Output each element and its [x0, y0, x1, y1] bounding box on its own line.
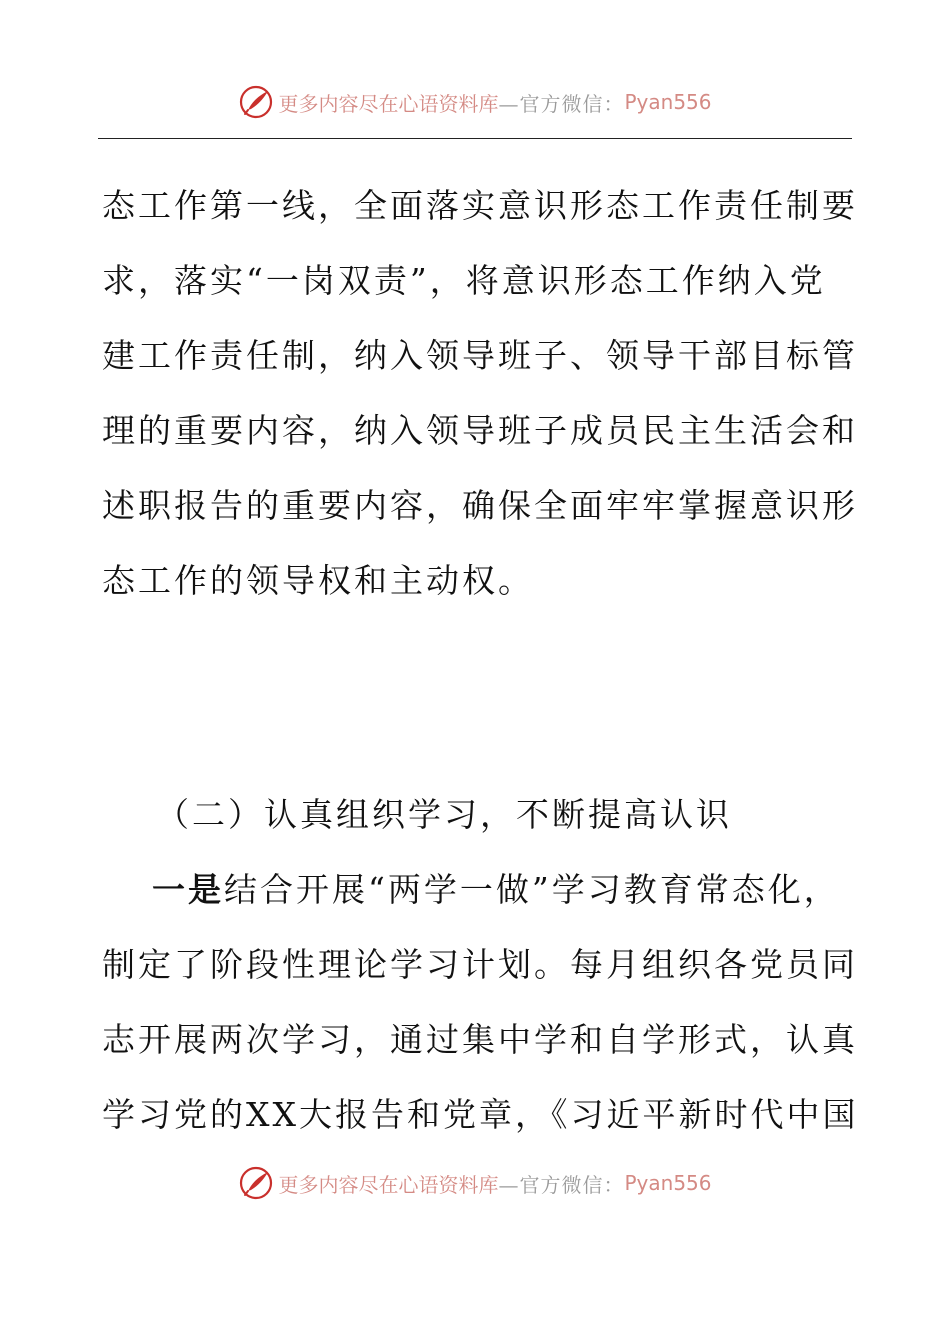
paragraph-line: 述职报告的重要内容，确保全面牢牢掌握意识形 — [102, 486, 858, 525]
header-brand-text: 更多内容尽在心语资料库 — [278, 91, 499, 116]
footer-brand-text: 更多内容尽在心语资料库 — [278, 1172, 499, 1197]
paragraph-first-line-text: 结合开展“两学一做”学习教育常态化， — [224, 870, 840, 909]
header-banner — [0, 82, 950, 122]
paragraph-line: 态工作的领导权和主动权。 — [102, 561, 534, 600]
section-spacer — [102, 618, 902, 777]
paragraph-line: 求，落实“一岗双责”，将意识形态工作纳入党 — [102, 261, 826, 300]
header-wechat-label: —官方微信： — [498, 91, 625, 116]
section-heading: （二）认真组织学习，不断提高认识 — [156, 795, 732, 834]
footer-wechat-id: Pyan556 — [624, 1171, 712, 1195]
header-divider — [98, 138, 852, 139]
header-wechat-id: Pyan556 — [624, 90, 712, 114]
bold-lead-text: 一是 — [152, 870, 224, 909]
paragraph-line: 制定了阶段性理论学习计划。每月组织各党员同 — [102, 945, 858, 984]
footer-banner — [0, 1163, 950, 1203]
paragraph-first-line — [102, 852, 902, 927]
footer-wechat-label: —官方微信： — [498, 1172, 625, 1197]
paragraph-line: 态工作第一线，全面落实意识形态工作责任制要 — [102, 186, 858, 225]
quill-logo-icon — [238, 1165, 274, 1201]
paragraph-line: 志开展两次学习，通过集中学和自学形式，认真 — [102, 1020, 858, 1059]
paragraph-line: 建工作责任制，纳入领导班子、领导干部目标管 — [102, 336, 858, 375]
paragraph-line: 理的重要内容，纳入领导班子成员民主生活会和 — [102, 411, 858, 450]
paragraph-line: 学习党的XX大报告和党章，《习近平新时代中国 — [102, 1095, 859, 1134]
document-body — [102, 168, 902, 1152]
quill-logo-icon — [238, 84, 274, 120]
